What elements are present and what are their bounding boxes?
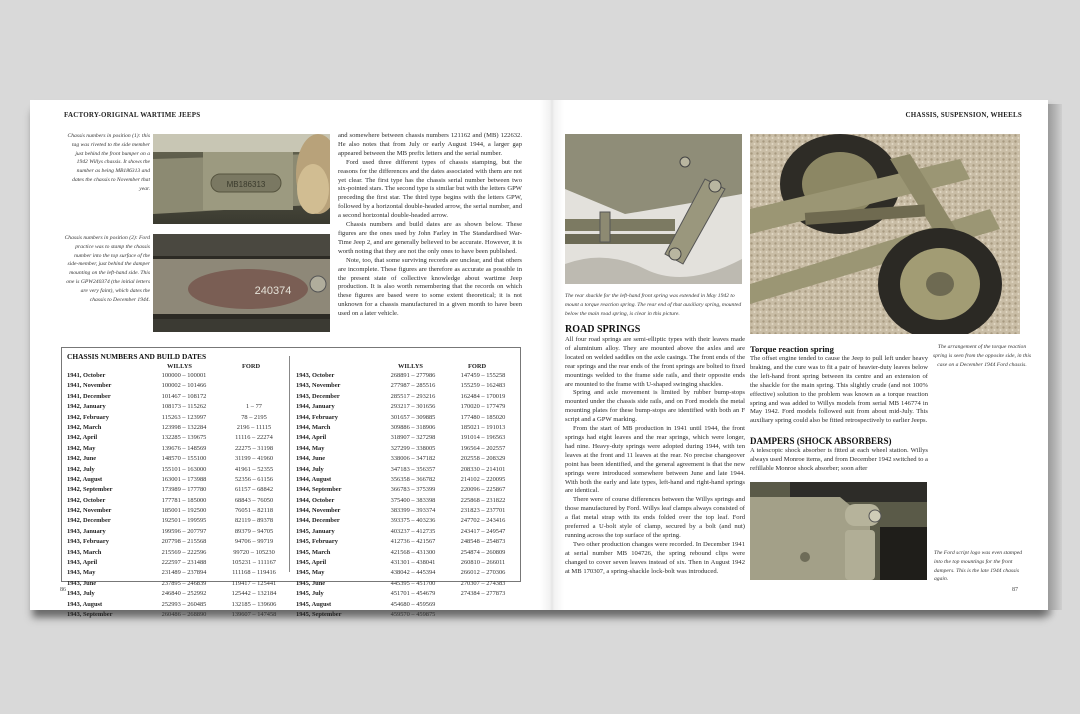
ford-cell: 162484 – 170019 — [460, 392, 506, 400]
willys-cell: 445395 – 451700 — [390, 579, 436, 587]
dampers-text — [750, 447, 928, 474]
ford-cell: 185021 – 191013 — [460, 423, 506, 431]
ford-cell: 155259 – 162483 — [460, 382, 506, 390]
damper-mount-illustration — [750, 482, 927, 580]
table-row — [67, 496, 289, 506]
table-row — [67, 371, 289, 381]
willys-cell: 148570 – 155100 — [161, 455, 207, 463]
table-row — [67, 589, 289, 599]
ford-cell — [219, 381, 289, 391]
month-cell: 1942, July — [67, 465, 95, 473]
ford-cell: 270307 – 274383 — [460, 579, 506, 587]
right-running-head: CHASSIS, SUSPENSION, WHEELS — [905, 111, 1022, 119]
willys-cell: 100000 – 100001 — [161, 372, 207, 379]
ford-cell: 82119 – 89378 — [234, 517, 274, 525]
month-cell: 1945, January — [296, 527, 335, 535]
table-row — [296, 423, 518, 433]
table-row — [296, 444, 518, 454]
month-cell: 1945, February — [296, 538, 338, 546]
table-row — [67, 381, 289, 391]
month-cell: 1942, May — [67, 444, 96, 452]
col-head-willys-right: WILLYS — [398, 363, 423, 370]
willys-cell: 451701 – 454679 — [390, 590, 436, 598]
month-cell: 1943, January — [67, 527, 106, 535]
table-row — [296, 548, 518, 558]
month-cell: 1944, November — [296, 507, 341, 515]
ford-cell: 31199 – 41960 — [234, 455, 274, 463]
table-row — [67, 485, 289, 495]
chassis-tag-illustration — [153, 134, 330, 224]
table-row — [296, 516, 518, 526]
body-paragraph: Spring and axle movement is limited by rubber bump-stops mounted under the chassis side rails, and on Ford models the metal mounting plates for these bump-stops are identified with both an F script and a GPW marking. — [565, 389, 745, 424]
table-row — [296, 392, 518, 402]
ford-cell: 231823 – 237701 — [460, 507, 506, 515]
willys-cell: 173989 – 177780 — [161, 486, 207, 494]
month-cell: 1942, December — [67, 517, 111, 525]
willys-cell: 412736 – 421567 — [390, 538, 436, 546]
willys-cell: 207798 – 215568 — [161, 538, 207, 546]
body-paragraph: Chassis numbers and build dates are as shown below. These figures are the ones used by John Farley in The Standardised War-Time Jeep 2, and are generally believed to be accurate. However, it is worth noting that they are not the only ones to have been published. — [338, 221, 522, 255]
ford-cell — [448, 600, 518, 610]
month-cell: 1943, February — [67, 538, 109, 546]
table-row — [296, 402, 518, 412]
willys-cell: 285517 – 293216 — [390, 392, 436, 400]
month-cell: 1944, August — [296, 475, 332, 483]
ford-script-damper-photo — [750, 482, 927, 580]
ford-cell: 61157 – 68842 — [234, 486, 274, 494]
table-row — [67, 392, 289, 402]
col-head-ford-right: FORD — [468, 363, 487, 370]
body-paragraph: Two other production changes were recorded. In December 1941 at serial number MB 104726, the spring rebound clips were changed to cover seven leaves instead of six. Then in August 1942 at MB 170307, a spring-shackle lock-bolt was introduced. — [565, 540, 745, 575]
willys-cell: 347183 – 356357 — [390, 465, 436, 473]
ford-cell: 68843 – 76050 — [234, 496, 274, 504]
willys-cell: 115263 – 123997 — [161, 413, 207, 421]
willys-cell: 177781 – 185000 — [161, 496, 207, 504]
willys-cell: 438042 – 445394 — [390, 569, 436, 577]
table-row — [67, 454, 289, 464]
stamped-number-illustration — [153, 234, 330, 332]
ford-cell: 1 – 77 — [246, 403, 262, 411]
ford-cell: 248548 – 254873 — [460, 538, 506, 546]
month-cell: 1943, September — [67, 610, 113, 618]
willys-cell: 237895 – 246839 — [161, 579, 207, 587]
willys-cell: 393375 – 403236 — [390, 517, 436, 525]
body-paragraph: The offset engine tended to cause the Jeep to pull left under heavy braking, and the cure was to fit a pair of heavier-duty leaves below the left-hand front spring between its centre and an extension of the shackle for the main spring. This slightly crude (and not 100% effective) solution to the problem was known as a torque reaction spring and was added to Willys models from serial MB 146774 in May 1942. Ford models followed suit from about mid-July. This auxiliary spring could also be fitted retrospectively to earlier Jeeps. — [750, 355, 928, 425]
ford-cell: 247702 – 243416 — [460, 517, 506, 525]
month-cell: 1943, June — [67, 579, 97, 587]
caption-torque-arrangement: The arrangement of the torque reaction spring is seen from the opposite side, in this case on a December 1944 Ford chassis. — [932, 344, 1032, 368]
rear-shackle-illustration — [565, 134, 742, 284]
willys-cell: 356358 – 366782 — [390, 475, 436, 483]
month-cell: 1943, November — [296, 382, 341, 390]
ford-cell: 78 – 2195 — [241, 413, 267, 421]
month-cell: 1945, September — [296, 610, 342, 618]
willys-cell: 421568 – 431300 — [390, 548, 436, 556]
month-cell: 1943, August — [67, 600, 103, 608]
month-cell: 1942, March — [67, 423, 102, 431]
month-cell: 1943, May — [67, 569, 96, 577]
body-paragraph: All four road springs are semi-elliptic types with their leaves made of aluminium alloy. They are mounted above the axles and are located on welded saddles on the axle casings. The front ends of the rear springs and the rear ends of the front springs are bolted to fixed mountings welded to the frame side rails, and their opposite ends are mounted to the frame with U-shaped swinging shackles. — [565, 336, 745, 388]
month-cell: 1942, February — [67, 413, 109, 421]
ford-cell — [448, 610, 518, 620]
body-paragraph: A telescopic shock absorber is fitted at each wheel station. Willys always used Monroe items, and from December 1942 switched to a refillable Monroe shock absorber; soon after — [750, 447, 928, 472]
month-cell: 1944, January — [296, 403, 335, 411]
willys-cell: 100002 – 101466 — [161, 382, 207, 390]
table-row — [296, 371, 518, 381]
month-cell: 1941, December — [67, 392, 111, 400]
caption-ford-script: The Ford script logo was even stamped into the top mountings for the front dampers. This is the late 1944 chassis again. — [934, 550, 1023, 583]
table-row — [296, 568, 518, 578]
ford-cell: 147459 – 155258 — [460, 372, 506, 379]
table-row — [67, 423, 289, 433]
ford-cell: 119417 – 125441 — [231, 579, 277, 587]
month-cell: 1943, October — [296, 372, 335, 379]
table-row — [296, 527, 518, 537]
ford-cell: 2196 – 11115 — [236, 423, 272, 431]
willys-cell: 123998 – 132284 — [161, 423, 207, 431]
month-cell: 1945, June — [296, 579, 326, 587]
willys-cell: 268891 – 277986 — [390, 372, 436, 379]
torque-spring-chassis-photo — [750, 134, 1020, 334]
left-body-text — [338, 132, 522, 319]
willys-cell: 108173 – 115262 — [161, 403, 207, 411]
ford-cell: 177480 – 185020 — [460, 413, 506, 421]
book-spread — [30, 100, 1048, 618]
willys-cell: 383399 – 393374 — [390, 507, 436, 515]
body-paragraph: Ford used three different types of chassis stamping, but the reasons for the differences and the dates associated with them are not yet clear. The first type has the chassis serial number between two six-pointed stars. The second type is similar but with the letters GPW preceding the first star. The third type begins with the letters GPW, followed by a horizontal double-headed arrow, the serial number, and a second horizontal double-headed arrow. — [338, 158, 522, 220]
caption-rear-shackle: The rear shackle for the left-hand front spring was extended in May 1942 to mount a torque reaction spring. The rear end of that auxiliary spring, mounted below the main road spring, is clear in this picture. — [565, 293, 742, 317]
ford-cell: 41961 – 52355 — [234, 465, 274, 473]
willys-cell: 192501 – 199595 — [161, 517, 207, 525]
chassis-tag-photo — [153, 134, 330, 224]
table-row — [67, 610, 289, 620]
willys-cell: 318907 – 327298 — [390, 434, 436, 442]
willys-cell: 101467 – 108172 — [161, 392, 207, 400]
month-cell: 1944, July — [296, 465, 324, 473]
ford-cell: 170020 – 177479 — [460, 403, 506, 411]
table-row — [296, 558, 518, 568]
month-cell: 1944, February — [296, 413, 338, 421]
ford-cell: 214102 – 220095 — [460, 475, 506, 483]
table-rows-left — [67, 371, 289, 620]
month-cell: 1943, July — [67, 590, 95, 598]
willys-cell: 252993 – 260485 — [161, 600, 207, 608]
road-springs-text — [565, 336, 745, 576]
table-row — [296, 413, 518, 423]
table-row — [296, 485, 518, 495]
month-cell: 1942, June — [67, 455, 97, 463]
willys-cell: 454680 – 459569 — [390, 600, 436, 608]
month-cell: 1943, April — [67, 559, 98, 567]
willys-cell: 155101 – 163000 — [161, 465, 207, 473]
table-divider — [289, 356, 290, 572]
ford-cell: 202558 – 208329 — [460, 455, 506, 463]
table-title: CHASSIS NUMBERS AND BUILD DATES — [67, 352, 207, 361]
month-cell: 1945, July — [296, 590, 324, 598]
table-row — [67, 600, 289, 610]
ford-cell: 139607 – 147458 — [231, 610, 277, 618]
month-cell: 1944, September — [296, 486, 342, 494]
ford-cell: 11116 – 22274 — [235, 434, 273, 442]
ford-cell: 89379 – 94705 — [234, 527, 274, 535]
ford-cell: 191014 – 196563 — [460, 434, 506, 442]
ford-cell — [219, 392, 289, 402]
willys-cell: 215569 – 222596 — [161, 548, 207, 556]
table-rows-right — [296, 371, 518, 620]
month-cell: 1944, March — [296, 423, 331, 431]
month-cell: 1944, December — [296, 517, 340, 525]
table-row — [67, 475, 289, 485]
table-row — [67, 516, 289, 526]
willys-cell: 338006 – 347182 — [390, 455, 436, 463]
ford-cell: 208330 – 214101 — [460, 465, 506, 473]
willys-cell: 309886 – 318906 — [390, 423, 436, 431]
ford-cell: 105231 – 111167 — [231, 559, 277, 567]
caption-chassis-tag: Chassis numbers in position (1): this tag was riveted to the side member just behind the front bumper on a 1942 Willys chassis. It shows the number as being MB186313 and dates the chassis to November that year. — [67, 133, 150, 192]
table-row — [67, 558, 289, 568]
book-spine — [540, 100, 564, 610]
month-cell: 1943, March — [67, 548, 102, 556]
ford-cell: 132185 – 139606 — [231, 600, 277, 608]
ford-cell — [219, 371, 289, 381]
willys-cell: 246840 – 252992 — [161, 590, 207, 598]
ford-cell: 220096 – 225867 — [460, 486, 506, 494]
table-row — [296, 589, 518, 599]
ford-cell: 266012 – 270306 — [460, 569, 506, 577]
table-row — [67, 527, 289, 537]
willys-cell: 260486 – 268890 — [161, 610, 207, 618]
month-cell: 1944, October — [296, 496, 335, 504]
table-row — [67, 402, 289, 412]
willys-cell: 222597 – 231488 — [161, 559, 207, 567]
table-row — [296, 381, 518, 391]
left-folio: 86 — [60, 587, 66, 593]
table-row — [67, 579, 289, 589]
table-row — [67, 537, 289, 547]
table-row — [67, 568, 289, 578]
body-paragraph: Note, too, that some surviving records are unclear, and that others are incomplete. These figures are therefore as accurate as possible in the present state of collective knowledge about wartime Jeep production. It is also worth remembering that the records on which these figures are based were to some extent theoretical; it is not unknown for a chassis manufactured in a given month to have been used on a later vehicle. — [338, 256, 522, 318]
month-cell: 1941, November — [67, 382, 112, 390]
willys-cell: 277987 – 285516 — [390, 382, 436, 390]
month-cell: 1942, November — [67, 507, 112, 515]
willys-cell: 139676 – 148569 — [161, 444, 207, 452]
month-cell: 1945, August — [296, 600, 332, 608]
month-cell: 1941, October — [67, 372, 106, 379]
ford-cell: 76051 – 82118 — [234, 507, 274, 515]
dampers-heading: DAMPERS (SHOCK ABSORBERS) — [750, 436, 892, 446]
ford-cell: 225868 – 231822 — [460, 496, 506, 504]
month-cell: 1945, March — [296, 548, 331, 556]
table-row — [296, 579, 518, 589]
stamped-chassis-number-photo — [153, 234, 330, 332]
left-running-head: FACTORY-ORIGINAL WARTIME JEEPS — [64, 111, 201, 119]
ford-cell: 52356 – 61156 — [234, 475, 274, 483]
willys-cell: 327299 – 338005 — [390, 444, 436, 452]
month-cell: 1943, December — [296, 392, 340, 400]
chassis-wheels-illustration — [750, 134, 1020, 334]
table-row — [296, 610, 518, 620]
page-edge-shadow — [1048, 104, 1062, 610]
willys-cell: 375400 – 383398 — [390, 496, 436, 504]
willys-cell: 301657 – 309885 — [390, 413, 436, 421]
willys-cell: 293217 – 301656 — [390, 403, 436, 411]
right-folio: 87 — [1012, 587, 1018, 593]
willys-cell: 231489 – 237894 — [161, 569, 207, 577]
body-paragraph: and somewhere between chassis numbers 121162 and (MB) 122632. He also notes that from July or early August 1944, a larger gap appeared between the MB prefix letters and the serial number. — [338, 132, 522, 157]
willys-cell: 199596 – 207797 — [161, 527, 207, 535]
ford-cell: 94706 – 99719 — [234, 538, 274, 546]
ford-cell: 196564 – 202557 — [460, 444, 506, 452]
ford-cell: 22275 – 31198 — [234, 444, 274, 452]
month-cell: 1944, April — [296, 434, 327, 442]
month-cell: 1942, August — [67, 475, 103, 483]
month-cell: 1942, September — [67, 486, 113, 494]
month-cell: 1942, January — [67, 403, 106, 411]
table-row — [296, 433, 518, 443]
stamped-number-text: 240374 — [254, 285, 292, 297]
col-head-willys-left: WILLYS — [167, 363, 192, 370]
chassis-tag-number: MB186313 — [226, 180, 266, 189]
table-row — [67, 444, 289, 454]
table-row — [67, 506, 289, 516]
willys-cell: 185001 – 192500 — [161, 507, 207, 515]
table-row — [296, 496, 518, 506]
ford-cell: 260810 – 266011 — [460, 559, 506, 567]
month-cell: 1944, June — [296, 455, 326, 463]
table-row — [67, 433, 289, 443]
torque-reaction-heading: Torque reaction spring — [750, 344, 834, 354]
caption-stamped-number: Chassis numbers in position (2): Ford practice was to stamp the chassis number into the top surface of the side-member, just behind the damper mounting on the left-hand side. This one is GPW240374 (the initial letters are very faint), which dates the chassis to December 1944. — [64, 235, 150, 303]
willys-cell: 132285 – 139675 — [161, 434, 207, 442]
ford-cell: 274384 – 277873 — [460, 590, 506, 598]
col-head-ford-left: FORD — [242, 363, 261, 370]
table-row — [296, 465, 518, 475]
table-row — [296, 537, 518, 547]
ford-cell: 254874 – 260809 — [460, 548, 506, 556]
table-row — [67, 413, 289, 423]
willys-cell: 459570 – 459875 — [390, 610, 436, 618]
table-row — [296, 600, 518, 610]
road-springs-heading: ROAD SPRINGS — [565, 324, 641, 335]
ford-cell: 125442 – 132184 — [231, 590, 277, 598]
month-cell: 1945, May — [296, 569, 325, 577]
table-row — [67, 465, 289, 475]
torque-reaction-text — [750, 355, 928, 426]
month-cell: 1944, May — [296, 444, 325, 452]
willys-cell: 163001 – 173988 — [161, 475, 207, 483]
willys-cell: 403237 – 412735 — [390, 527, 436, 535]
month-cell: 1942, April — [67, 434, 98, 442]
month-cell: 1942, October — [67, 496, 106, 504]
month-cell: 1945, April — [296, 559, 327, 567]
table-row — [296, 454, 518, 464]
chassis-numbers-table — [61, 347, 521, 618]
body-paragraph: From the start of MB production in 1941 until 1944, the front springs had eight leaves and the rear springs, which were longer, had nine. Heavy-duty springs were adopted during 1944, with ten leaves at the front and 11 leaves at the rear. No precise changeover point has been identified, and the general agreement is that the new springs were introduced somewhere between June and late 1944. With both the early and late types, left-hand and right-hand springs are identical. — [565, 425, 745, 495]
willys-cell: 431301 – 438041 — [390, 559, 436, 567]
table-row — [296, 506, 518, 516]
table-row — [67, 548, 289, 558]
ford-cell: 111168 – 119416 — [232, 569, 276, 577]
willys-cell: 366783 – 375399 — [390, 486, 436, 494]
rear-shackle-photo — [565, 134, 742, 284]
ford-cell: 243417 – 249547 — [460, 527, 506, 535]
table-row — [296, 475, 518, 485]
body-paragraph: There were of course differences between the Willys springs and those manufactured by Ford. Willys leaf clamps always consisted of a flat metal strap with its ends folded over the top leaf. Ford preferred a U-bolt style of clamp, secured by a bolt (and nut) running across the top surface of the spring. — [565, 496, 745, 539]
ford-cell: 99720 – 105230 — [233, 548, 275, 556]
